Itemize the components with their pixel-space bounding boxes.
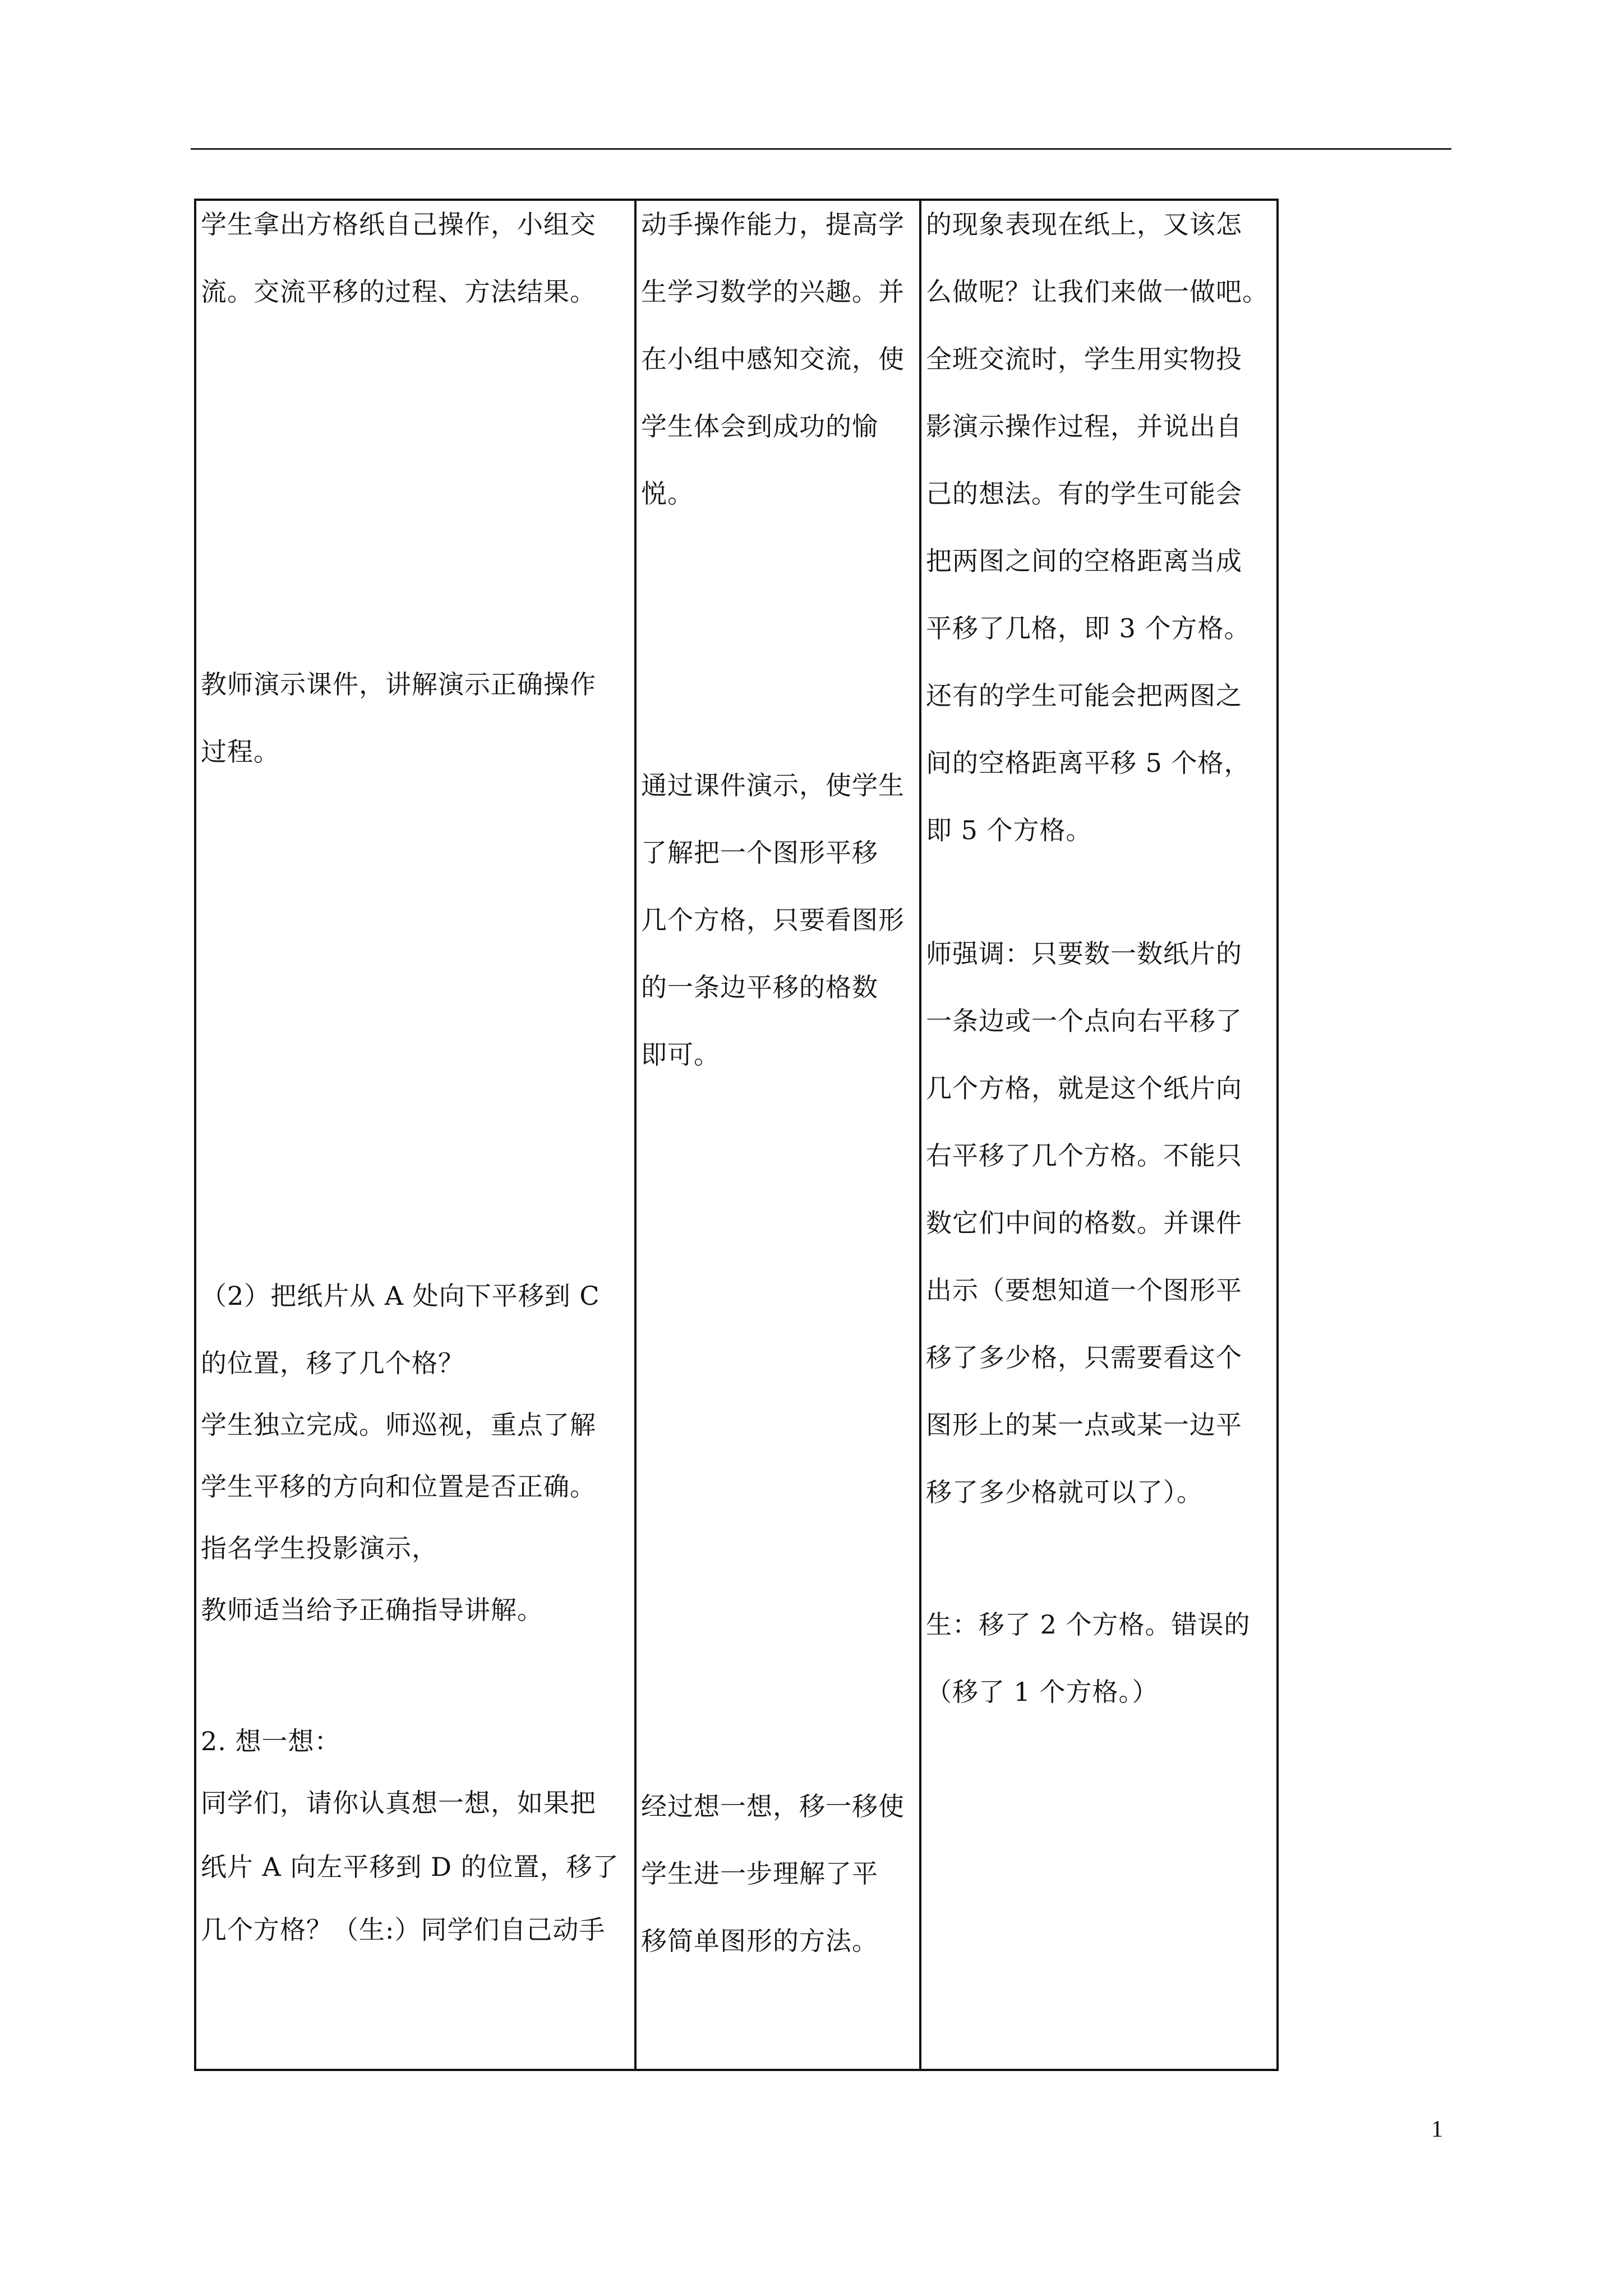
cell-text-line: 的一条边平移的格数 <box>641 972 878 1002</box>
cell-text-line: 一条边或一个点向右平移了 <box>926 1006 1242 1036</box>
cell-text-line: 的位置，移了几个格？ <box>201 1348 464 1378</box>
cell-text-line: 学生平移的方向和位置是否正确。 <box>201 1471 596 1502</box>
cell-text-line: 生：移了 2 个方格。错误的 <box>926 1609 1251 1640</box>
cell-text-line: 纸片 A 向左平移到 D 的位置，移了 <box>201 1852 619 1882</box>
cell-text-line: 指名学生投影演示， <box>201 1533 438 1563</box>
design-intent-column <box>637 199 919 2071</box>
cell-text-line: 学生进一步理解了平 <box>641 1858 878 1889</box>
cell-text-line: 影演示操作过程，并说出自 <box>926 411 1242 441</box>
cell-text-line: 悦。 <box>641 478 694 509</box>
cell-text-line: 2. 想一想： <box>201 1726 341 1756</box>
expected-outcome-column <box>921 199 1276 2071</box>
cell-text-line: 学生拿出方格纸自己操作，小组交 <box>201 209 596 240</box>
cell-text-line: 几个方格，只要看图形 <box>641 905 905 935</box>
cell-text-line: 经过想一想，移一移使 <box>641 1791 905 1821</box>
cell-text-line: 在小组中感知交流，使 <box>641 344 905 374</box>
cell-text-line: 教师演示课件，讲解演示正确操作 <box>201 669 596 700</box>
cell-text-line: 教师适当给予正确指导讲解。 <box>201 1595 543 1625</box>
header-rule <box>191 148 1451 150</box>
cell-text-line: 么做呢？让我们来做一做吧。 <box>926 277 1269 307</box>
cell-text-line: 动手操作能力，提高学 <box>641 209 905 240</box>
cell-text-line: 平移了几格，即 3 个方格。 <box>926 613 1251 643</box>
cell-text-line: 几个方格？（生:）同学们自己动手 <box>201 1915 606 1945</box>
cell-text-line: 即可。 <box>641 1039 720 1070</box>
cell-text-line: 出示（要想知道一个图形平 <box>926 1275 1242 1305</box>
cell-text-line: （2）把纸片从 A 处向下平移到 C <box>201 1281 600 1311</box>
cell-text-line: 即 5 个方格。 <box>926 815 1092 845</box>
cell-text-line: 同学们，请你认真想一想，如果把 <box>201 1788 596 1818</box>
cell-text-line: 己的想法。有的学生可能会 <box>926 478 1242 509</box>
teacher-student-activity-column <box>196 199 634 2071</box>
cell-text-line: 通过课件演示，使学生 <box>641 770 905 800</box>
cell-text-line: 把两图之间的空格距离当成 <box>926 546 1242 576</box>
cell-text-line: 右平移了几个方格。不能只 <box>926 1140 1242 1171</box>
cell-text-line: 数它们中间的格数。并课件 <box>926 1208 1242 1238</box>
cell-text-line: 学生独立完成。师巡视，重点了解 <box>201 1410 596 1440</box>
cell-text-line: 移简单图形的方法。 <box>641 1926 878 1956</box>
cell-text-line: （移了 1 个方格。） <box>926 1677 1159 1707</box>
cell-text-line: 过程。 <box>201 737 280 767</box>
page-number: 1 <box>1431 2116 1443 2142</box>
cell-text-line: 图形上的某一点或某一边平 <box>926 1410 1242 1440</box>
cell-text-line: 学生体会到成功的愉 <box>641 411 878 441</box>
cell-text-line: 师强调：只要数一数纸片的 <box>926 938 1242 969</box>
cell-text-line: 流。交流平移的过程、方法结果。 <box>201 277 596 307</box>
cell-text-line: 了解把一个图形平移 <box>641 838 878 868</box>
cell-text-line: 间的空格距离平移 5 个格， <box>926 748 1251 778</box>
cell-text-line: 的现象表现在纸上，又该怎 <box>926 209 1242 240</box>
cell-text-line: 移了多少格就可以了）。 <box>926 1477 1203 1507</box>
cell-text-line: 几个方格，就是这个纸片向 <box>926 1073 1242 1103</box>
cell-text-line: 移了多少格，只需要看这个 <box>926 1342 1242 1373</box>
cell-text-line: 生学习数学的兴趣。并 <box>641 277 905 307</box>
cell-text-line: 全班交流时，学生用实物投 <box>926 344 1242 374</box>
cell-text-line: 还有的学生可能会把两图之 <box>926 680 1242 711</box>
